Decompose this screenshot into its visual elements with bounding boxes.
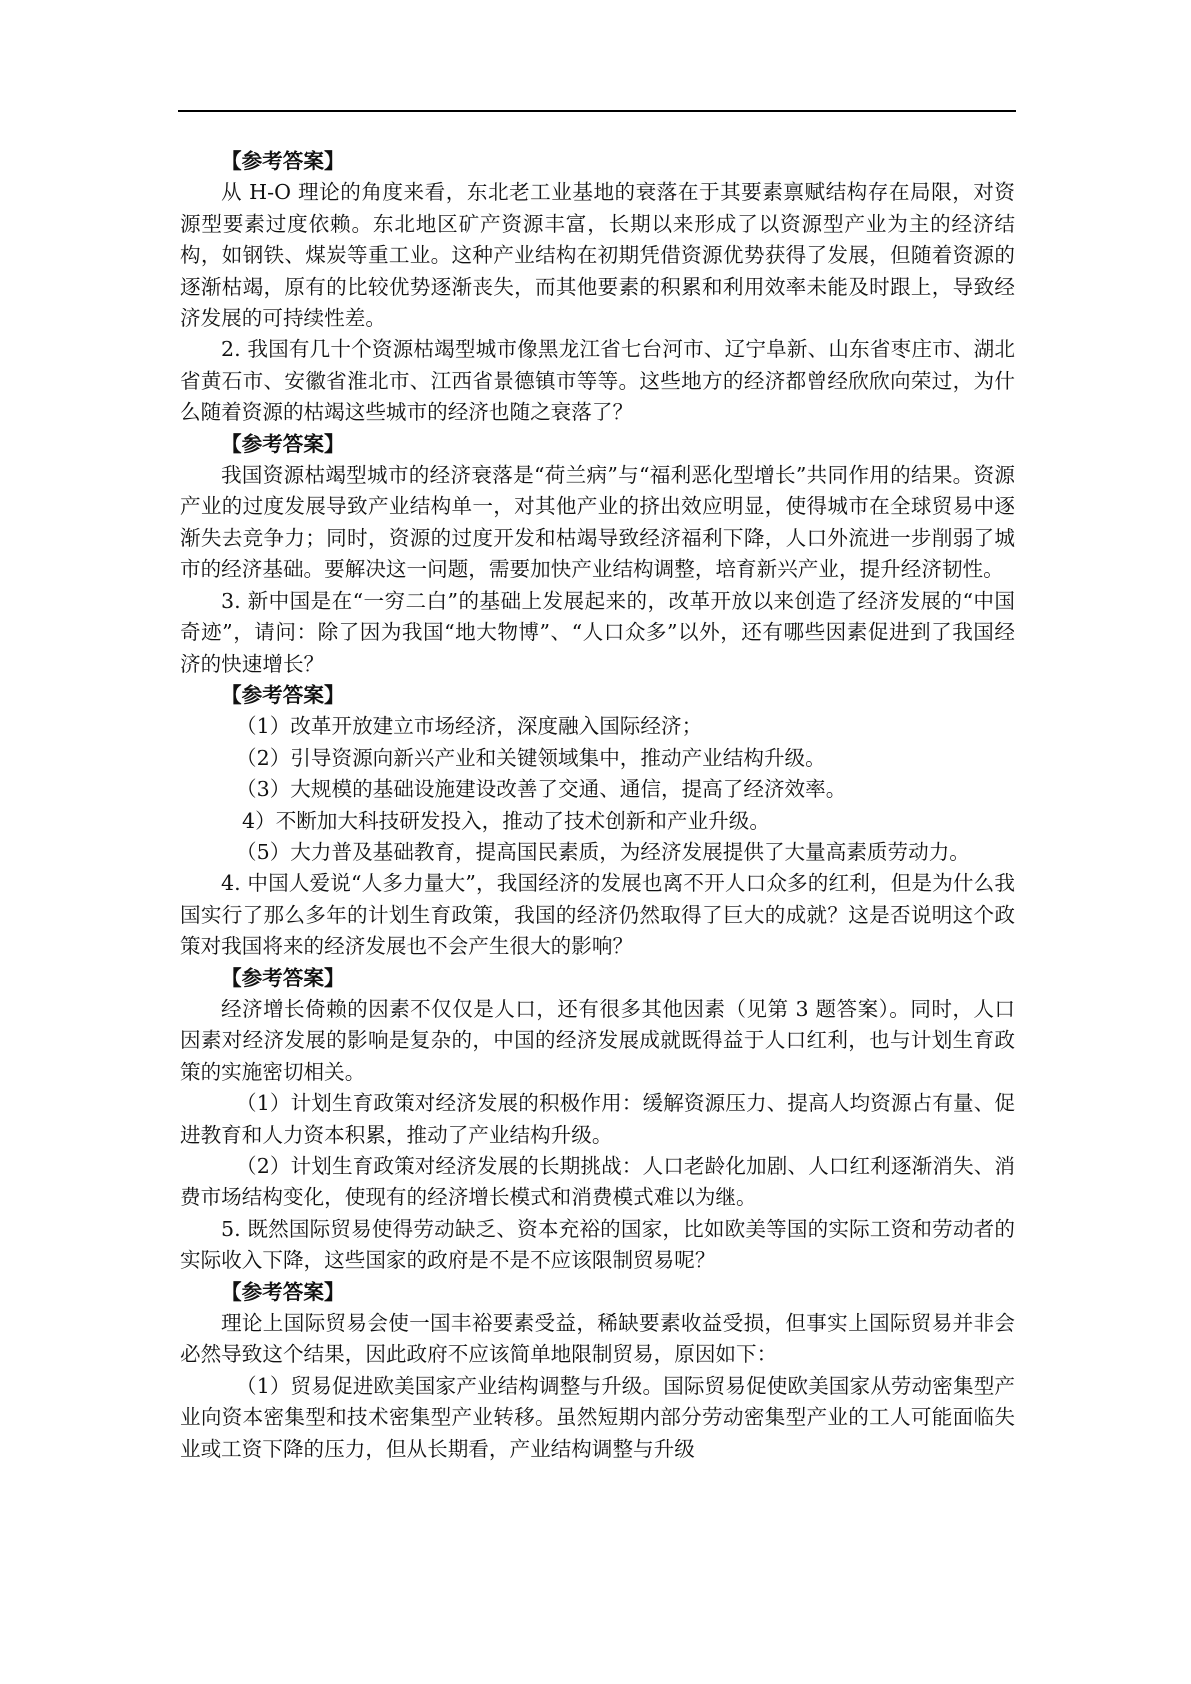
answer-list-item: （2）计划生育政策对经济发展的长期挑战：人口老龄化加剧、人口红利逐渐消失、消费市场结构变化，使现有的经济增长模式和消费模式难以为继。	[180, 1154, 1015, 1210]
document-body	[180, 146, 1015, 1465]
answer-paragraph: 从 H-O 理论的角度来看，东北老工业基地的衰落在于其要素禀赋结构存在局限，对资源型要素过度依赖。东北地区矿产资源丰富，长期以来形成了以资源型产业为主的经济结构，如钢铁、煤炭等重工业。这种产业结构在初期凭借资源优势获得了发展，但随着资源的逐渐枯竭，原有的比较优势逐渐丧失，而其他要素的积累和利用效率未能及时跟上，导致经济发展的可持续性差。	[180, 180, 1015, 331]
answer-paragraph: 我国资源枯竭型城市的经济衰落是“荷兰病”与“福利恶化型增长”共同作用的结果。资源产业的过度发展导致产业结构单一，对其他产业的挤出效应明显，使得城市在全球贸易中逐渐失去竞争力；同时，资源的过度开发和枯竭导致经济福利下降，人口外流进一步削弱了城市的经济基础。要解决这一问题，需要加快产业结构调整，培育新兴产业，提升经济韧性。	[180, 463, 1015, 582]
answer-paragraph: 理论上国际贸易会使一国丰裕要素受益，稀缺要素收益受损，但事实上国际贸易并非会必然导致这个结果，因此政府不应该简单地限制贸易，原因如下：	[180, 1311, 1015, 1367]
question-5: 5. 既然国际贸易使得劳动缺乏、资本充裕的国家，比如欧美等国的实际工资和劳动者的实际收入下降，这些国家的政府是不是不应该限制贸易呢？	[180, 1216, 1015, 1273]
answer-heading: 【参考答案】	[221, 965, 345, 990]
answer-paragraph: 经济增长倚赖的因素不仅仅是人口，还有很多其他因素（见第 3 题答案）。同时，人口因素对经济发展的影响是复杂的，中国的经济发展成就既得益于人口红利，也与计划生育政策的实施密切相关。	[180, 996, 1015, 1084]
answer-list-item: （2）引导资源向新兴产业和关键领域集中，推动产业结构升级。	[236, 745, 826, 770]
answer-list-item: （1）计划生育政策对经济发展的积极作用：缓解资源压力、提高人均资源占有量、促进教育和人力资本积累，推动了产业结构升级。	[180, 1091, 1015, 1147]
answer-list-item: 4）不断加大科技研发投入，推动了技术创新和产业升级。	[242, 808, 770, 833]
answer-heading: 【参考答案】	[221, 431, 345, 456]
answer-list-item: （5）大力普及基础教育，提高国民素质，为经济发展提供了大量高素质劳动力。	[236, 839, 970, 864]
answer-list-item: （1）改革开放建立市场经济，深度融入国际经济；	[236, 714, 703, 739]
answer-heading: 【参考答案】	[221, 1279, 345, 1304]
question-4: 4. 中国人爱说“人多力量大”，我国经济的发展也离不开人口众多的红利，但是为什么我国实行了那么多年的计划生育政策，我国的经济仍然取得了巨大的成就？这是否说明这个政策对我国将来的经济发展也不会产生很大的影响？	[180, 871, 1015, 959]
answer-heading: 【参考答案】	[221, 682, 345, 707]
answer-list-item: （3）大规模的基础设施建设改善了交通、通信，提高了经济效率。	[236, 777, 847, 802]
answer-list-item: （1）贸易促进欧美国家产业结构调整与升级。国际贸易促使欧美国家从劳动密集型产业向资本密集型和技术密集型产业转移。虽然短期内部分劳动密集型产业的工人可能面临失业或工资下降的压力，但从长期看，产业结构调整与升级	[180, 1373, 1015, 1461]
question-2: 2. 我国有几十个资源枯竭型城市像黑龙江省七台河市、辽宁阜新、山东省枣庄市、湖北省黄石市、安徽省淮北市、江西省景德镇市等等。这些地方的经济都曾经欣欣向荣过，为什么随着资源的枯竭这些城市的经济也随之衰落了？	[180, 337, 1015, 425]
answer-heading: 【参考答案】	[221, 149, 345, 173]
header-rule	[178, 110, 1016, 112]
question-3: 3. 新中国是在“一穷二白”的基础上发展起来的，改革开放以来创造了经济发展的“中国奇迹”，请问：除了因为我国“地大物博”、“人口众多”以外，还有哪些因素促进到了我国经济的快速增长？	[180, 588, 1015, 676]
